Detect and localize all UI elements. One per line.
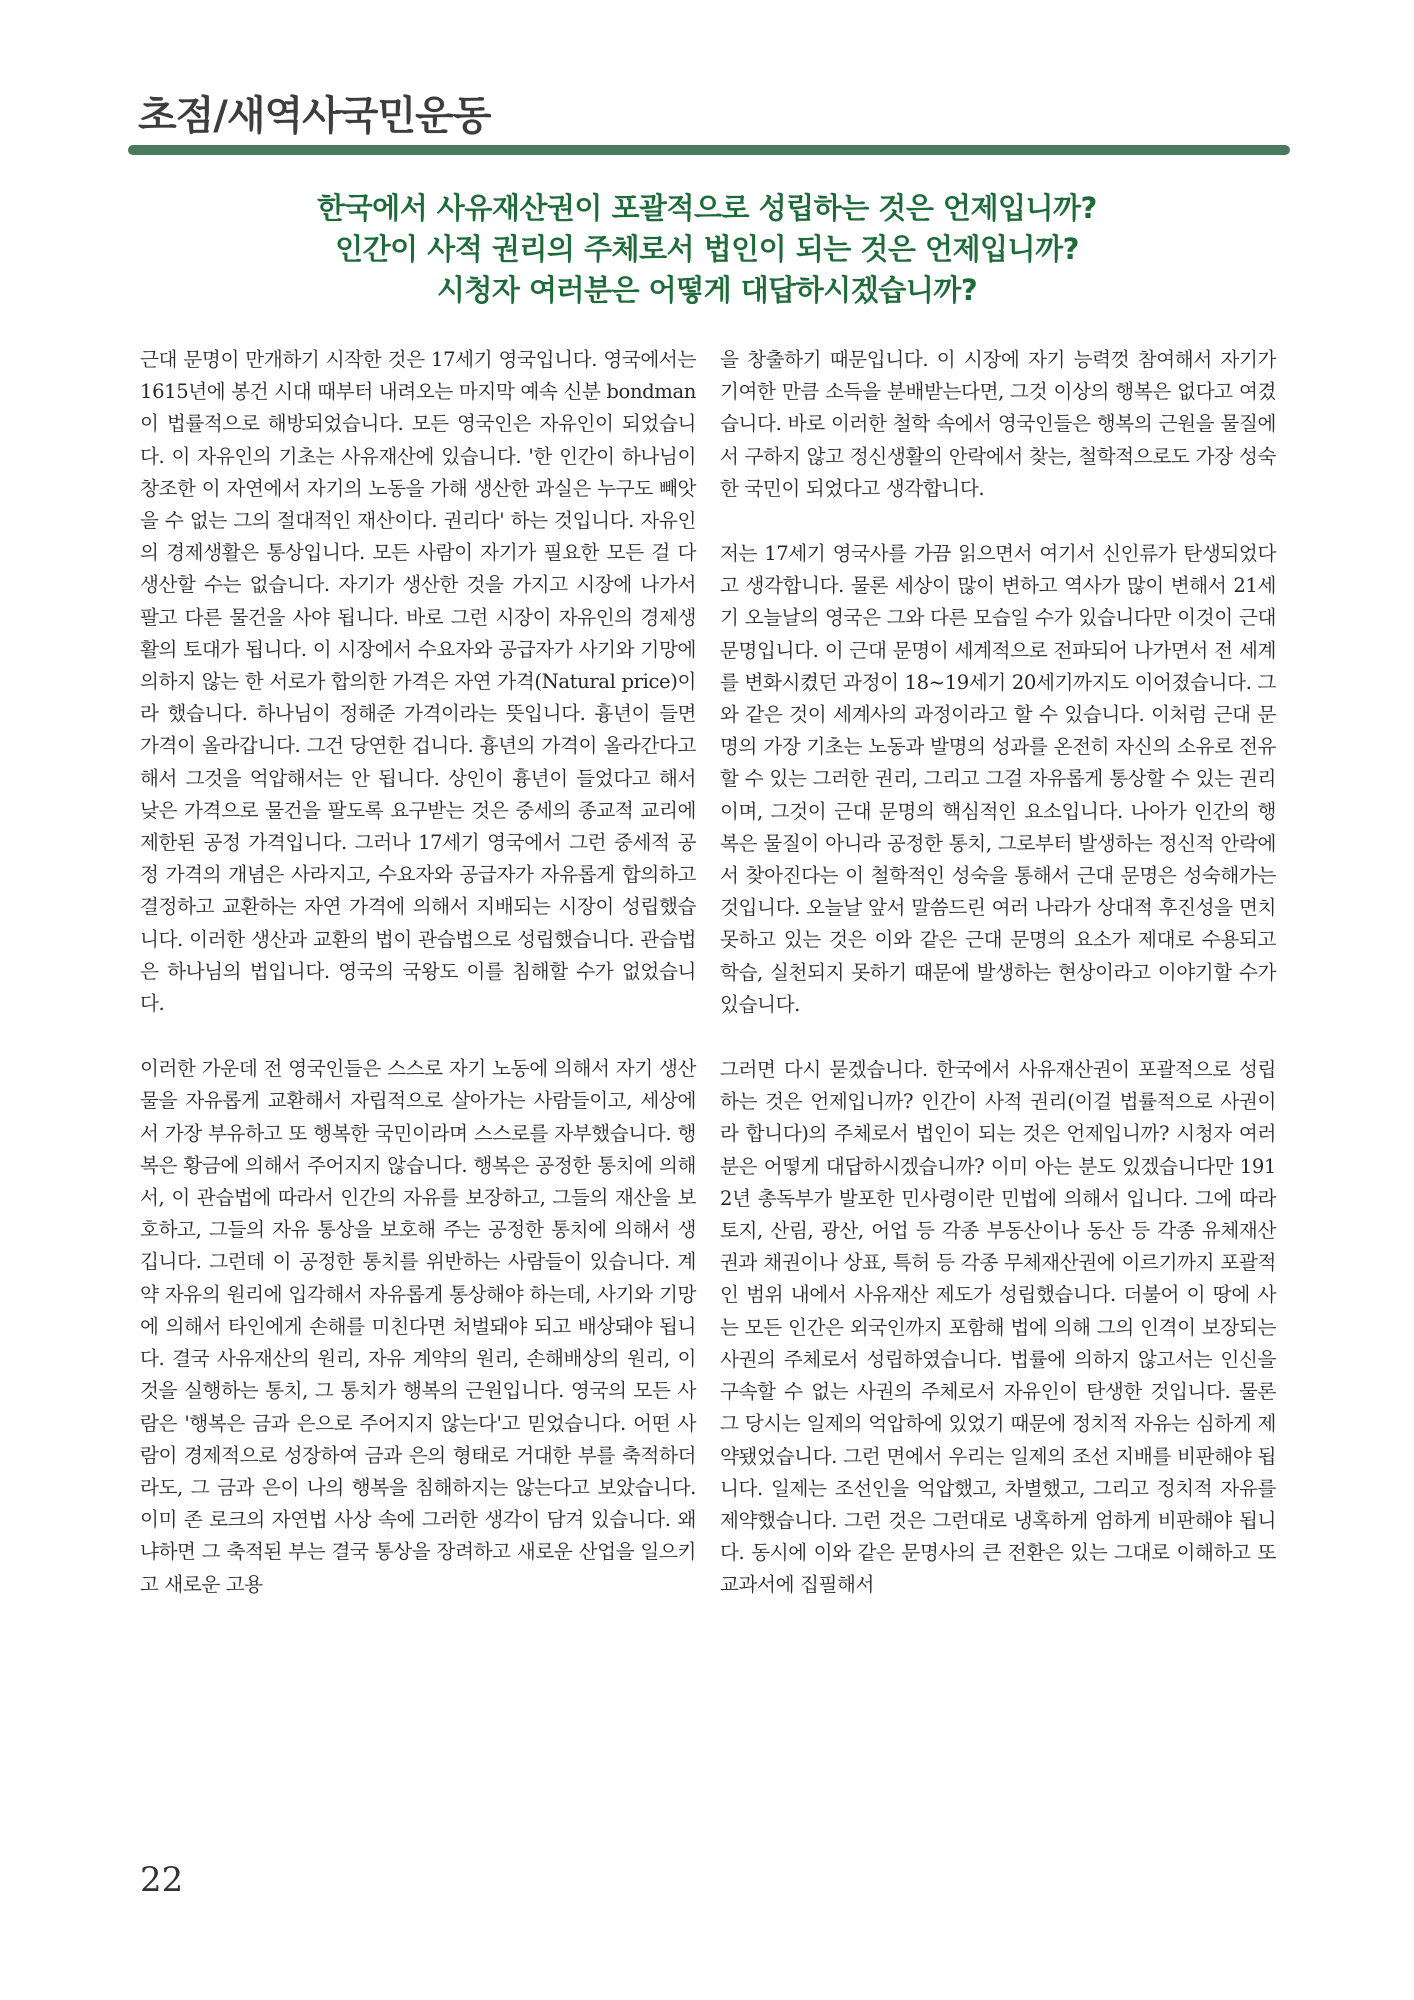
paragraph-right-2: 저는 17세기 영국사를 가끔 읽으면서 여기서 신인류가 탄생되었다고 생각합니다. 물론 세상이 많이 변하고 역사가 많이 변해서 21세기 오늘날의 영국은 그와 다른 모습일 수가 있습니다만 이것이 근대 문명입니다. 이 근대 문명이 세계적으로 전파되어 나가면서 전 세계를 변화시켰던 과정이 18~19세기 20세기까지도 이어졌습니다. 그와 같은 것이 세계사의 과정이라고 할 수 있습니다. 이처럼 근대 문명의 가장 기초는 노동과 발명의 성과를 온전히 자신의 소유로 전유할 수 있는 그러한 권리, 그리고 그걸 자유롭게 통상할 수 있는 권리이며, 그것이 근대 문명의 핵심적인 요소입니다. 나아가 인간의 행복은 물질이 아니라 공정한 통치, 그로부터 발생하는 정신적 안락에서 찾아진다는 이 철학적인 성숙을 통해서 근대 문명은 성숙해가는 것입니다. 오늘날 앞서 말씀드린 여러 나라가 상대적 후진성을 면치 못하고 있는 것은 이와 같은 근대 문명의 요소가 제대로 수용되고 학습, 실천되지 못하기 때문에 발생하는 현상이라고 이야기할 수가 있습니다.: [720, 542, 1276, 1016]
paragraph-left-2: 이러한 가운데 전 영국인들은 스스로 자기 노동에 의해서 자기 생산물을 자유롭게 교환해서 자립적으로 살아가는 사람들이고, 세상에서 가장 부유하고 또 행복한 국민이라며 스스로를 자부했습니다. 행복은 황금에 의해서 주어지지 않습니다. 행복은 공정한 통치에 의해서, 이 관습법에 따라서 인간의 자유를 보장하고, 그들의 재산을 보호하고, 그들의 자유 통상을 보호해 주는 공정한 통치에 의해서 생깁니다. 그런데 이 공정한 통치를 위반하는 사람들이 있습니다. 계약 자유의 원리에 입각해서 자유롭게 통상해야 하는데, 사기와 기망에 의해서 타인에게 손해를 미친다면 처벌돼야 되고 배상돼야 됩니다. 결국 사유재산의 원리, 자유 계약의 원리, 손해배상의 원리, 이것을 실행하는 통치, 그 통치가 행복의 근원입니다. 영국의 모든 사람은 '행복은 금과 은으로 주어지지 않는다'고 믿었습니다. 어떤 사람이 경제적으로 성장하여 금과 은의 형태로 거대한 부를 축적하더라도, 그 금과 은이 나의 행복을 침해하지는 않는다고 보았습니다. 이미 존 로크의 자연법 사상 속에 그러한 생각이 담겨 있습니다. 왜냐하면 그 축적된 부는 결국 통상을 장려하고 새로운 산업을 일으키고 새로운 고용: [140, 1057, 696, 1596]
page-number: 22: [140, 1860, 184, 1900]
paragraph-right-3: 그러면 다시 묻겠습니다. 한국에서 사유재산권이 포괄적으로 성립하는 것은 언제입니까? 인간이 사적 권리(이걸 법률적으로 사권이라 합니다)의 주체로서 법인이 되는 것은 언제입니까? 시청자 여러분은 어떻게 대답하시겠습니까? 이미 아는 분도 있겠습니다만 1912년 총독부가 발포한 민사령이란 민법에 의해서 입니다. 그에 따라 토지, 산림, 광산, 어업 등 각종 부동산이나 동산 등 각종 유체재산권과 채권이나 상표, 특허 등 각종 무체재산권에 이르기까지 포괄적인 범위 내에서 사유재산 제도가 성립했습니다. 더불어 이 땅에 사는 모든 인간은 외국인까지 포함해 법에 의해 그의 인격이 보장되는 사권의 주체로서 성립하였습니다. 법률에 의하지 않고서는 인신을 구속할 수 없는 사권의 주체로서 자유인이 탄생한 것입니다. 물론 그 당시는 일제의 억압하에 있었기 때문에 정치적 자유는 심하게 제약됐었습니다. 그런 면에서 우리는 일제의 조선 지배를 비판해야 됩니다. 일제는 조선인을 억압했고, 차별했고, 그리고 정치적 자유를 제약했습니다. 그런 것은 그런대로 냉혹하게 엄하게 비판해야 됩니다. 동시에 이와 같은 문명사의 큰 전환은 있는 그대로 이해하고 또 교과서에 집필해서: [720, 1058, 1276, 1597]
headline-line-3: 시청자 여러분은 어떻게 대답하시겠습니까?: [436, 273, 978, 307]
headline-line-1: 한국에서 사유재산권이 포괄적으로 성립하는 것은 언제입니까?: [317, 191, 1097, 225]
paragraph-right-1: 을 창출하기 때문입니다. 이 시장에 자기 능력껏 참여해서 자기가 기여한 만큼 소득을 분배받는다면, 그것 이상의 행복은 없다고 여겼습니다. 바로 이러한 철학 속에서 영국인들은 행복의 근원을 물질에서 구하지 않고 정신생활의 안락에서 찾는, 철학적으로도 가장 성숙한 국민이 되었다고 생각합니다.: [720, 348, 1276, 500]
right-column: [720, 344, 1276, 1635]
header-rule: [128, 145, 1290, 155]
section-title: 초점/새역사국민운동: [138, 93, 491, 139]
headline-line-2: 인간이 사적 권리의 주체로서 법인이 되는 것은 언제입니까?: [335, 232, 1079, 266]
paragraph-left-1: 근대 문명이 만개하기 시작한 것은 17세기 영국입니다. 영국에서는 1615년에 봉건 시대 때부터 내려오는 마지막 예속 신분 bondman이 법률적으로 해방되었습니다. 모든 영국인은 자유인이 되었습니다. 이 자유인의 기초는 사유재산에 있습니다. '한 인간이 하나님이 창조한 이 자연에서 자기의 노동을 가해 생산한 과실은 누구도 빼앗을 수 없는 그의 절대적인 재산이다. 권리다' 하는 것입니다. 자유인의 경제생활은 통상입니다. 모든 사람이 자기가 필요한 모든 걸 다 생산할 수는 없습니다. 자기가 생산한 것을 가지고 시장에 나가서 팔고 다른 물건을 사야 됩니다. 바로 그런 시장이 자유인의 경제생활의 토대가 됩니다. 이 시장에서 수요자와 공급자가 사기와 기망에 의하지 않는 한 서로가 합의한 가격은 자연 가격(Natural price)이라 했습니다. 하나님이 정해준 가격이라는 뜻입니다. 흉년이 들면 가격이 올라갑니다. 그건 당연한 겁니다. 흉년의 가격이 올라간다고 해서 그것을 억압해서는 안 됩니다. 상인이 흉년이 들었다고 해서 낮은 가격으로 물건을 팔도록 요구받는 것은 중세의 종교적 교리에 제한된 공정 가격입니다. 그러나 17세기 영국에서 그런 중세적 공정 가격의 개념은 사라지고, 수요자와 공급자가 자유롭게 합의하고 결정하고 교환하는 자연 가격에 의해서 지배되는 시장이 성립했습니다. 이러한 생산과 교환의 법이 관습법으로 성립했습니다. 관습법은 하나님의 법입니다. 영국의 국왕도 이를 침해할 수가 없었습니다.: [140, 348, 696, 1016]
left-column: [140, 344, 696, 1634]
headline: [150, 188, 1264, 311]
